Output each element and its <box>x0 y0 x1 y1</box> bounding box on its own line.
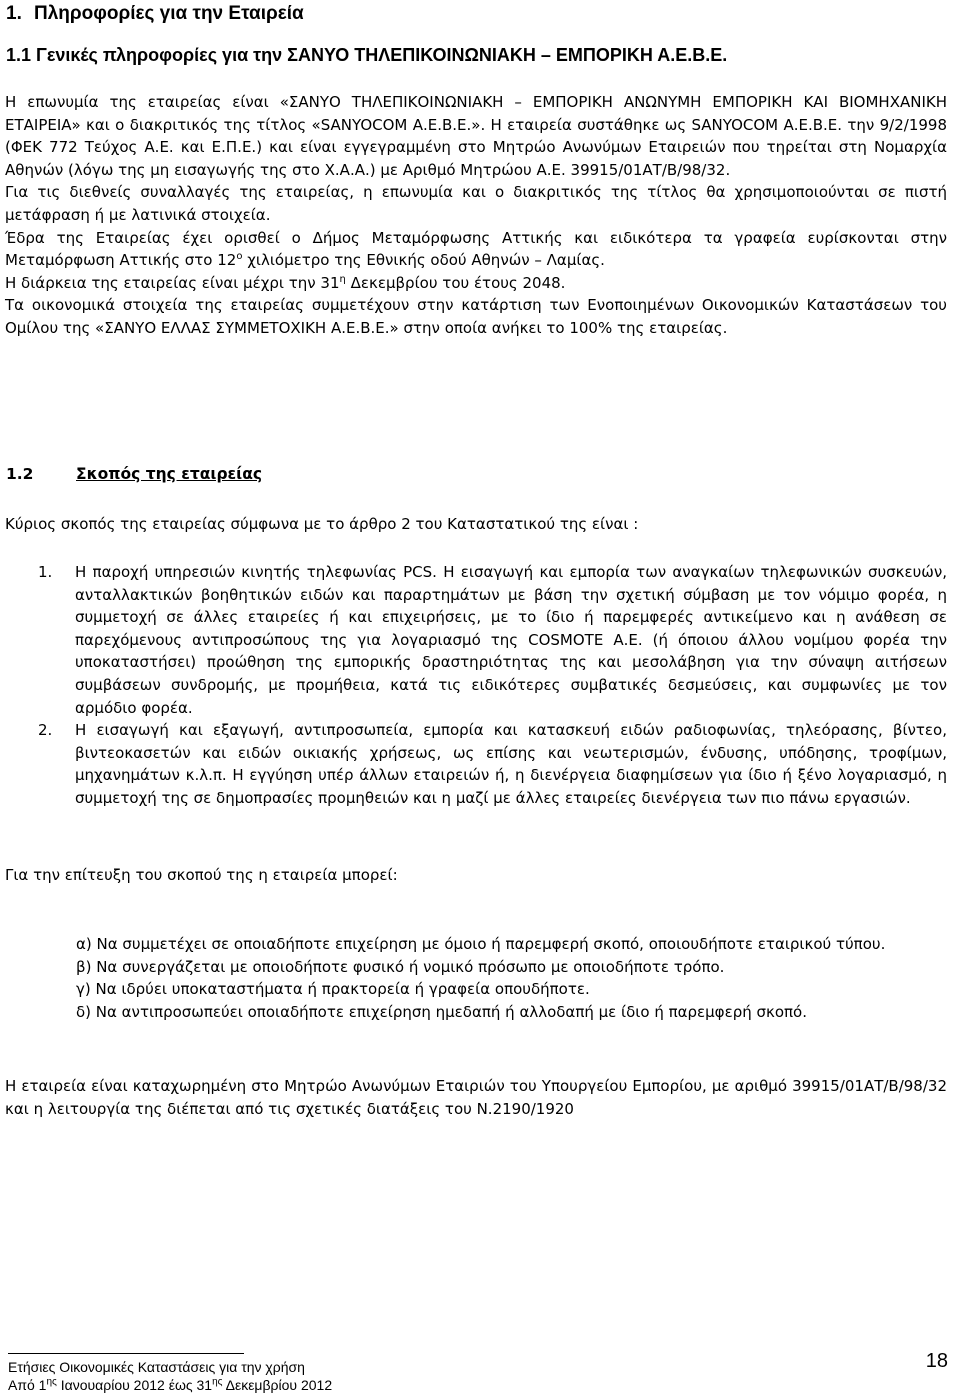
section-title: Γενικές πληροφορίες για την ΣΑΝΥΟ ΤΗΛΕΠΙΚΟΙΝΩΝΙΑΚΗ – ΕΜΠΟΡΙΚΗ Α.Ε.Β.Ε. <box>36 45 728 65</box>
section-title: Σκοπός της εταιρείας <box>76 465 263 483</box>
list-marker: 2. <box>38 721 53 740</box>
paragraph-international-name: Για τις διεθνείς συναλλαγές της εταιρείας, η επωνυμία και ο διακριτικός της τίτλος θα χρησιμοποιούνται σε πιστή μετάφραση ή με λατινικά στοιχεία. <box>5 183 947 224</box>
list-item: β) Να συνεργάζεται με οποιοδήποτε φυσικό ή νομικό πρόσωπο με οποιοδήποτε τρόπο. <box>76 957 725 976</box>
registration-paragraph: Η εταιρεία είναι καταχωρημένη στο Μητρώο Ανωνύμων Εταιριών του Υπουργείου Εμπορίου, με αριθμό 39915/01ΑΤ/Β/98/32 και η λειτουργία της διέπεται από τις σχετικές διατάξεις του Ν.2190/1920 <box>5 1077 947 1118</box>
list-item: γ) Να ιδρύει υποκαταστήματα ή πρακτορεία ή γραφεία οπουδήποτε. <box>76 980 590 999</box>
list-item: α) Να συμμετέχει σε οποιαδήποτε επιχείρηση με όμοιο ή παρεμφερή σκοπό, οποιουδήποτε εταιρικού τύπου. <box>76 935 886 953</box>
section-1-heading <box>6 3 304 25</box>
section-title: Πληροφορίες για την Εταιρεία <box>34 3 304 24</box>
paragraph-consolidation: Τα οικονομικά στοιχεία της εταιρείας συμμετέχουν στην κατάρτιση των Ενοποιημένων Οικονομικών Καταστάσεων του Ομίλου της «ΣΑΝΥΟ ΕΛΛΑΣ ΣΥΜΜΕΤΟΧΙΚΗ Α.Ε.Β.Ε.» στην οποία ανήκει το 100% της εταιρείας. <box>5 296 947 337</box>
purpose-list <box>5 561 947 810</box>
section-number: 1.2 <box>6 465 34 483</box>
list-marker: 1. <box>38 563 53 581</box>
section-1-1-heading <box>6 45 727 66</box>
paragraph-company-name: Η επωνυμία της εταιρείας είναι «ΣΑΝΥΟ ΤΗΛΕΠΙΚΟΙΝΩΝΙΑΚΗ – ΕΜΠΟΡΙΚΗ ΑΝΩΝΥΜΗ ΕΜΠΟΡΙΚΗ ΚΑΙ ΒΙΟΜΗΧΑΝΙΚΗ ΕΤΑΙΡΕΙΑ» και ο διακριτικός της τίτλος «SANYOCOM Α.Ε.Β.Ε.». Η εταιρεία συστάθηκε ως SANYOCOM Α.Ε.Β.Ε. την 9/2/1998 (ΦΕΚ 772 Τεύχος Α.Ε. και Ε.Π.Ε.) και είναι εγγεγραμμένη στο Μητρώο Ανωνύμων Εταιρειών που τηρείται στη Νομαρχία Αθηνών (λόγω της μη εισαγωγής της στο Χ.Α.Α.) με Αριθμό Μητρώου Α.Ε. 39915/01ΑΤ/Β/98/32. <box>5 93 947 179</box>
footer-period: Από $1^{\eta\varsigma}$ Ιανουαρίου 2012 έως $31^{\eta\varsigma}$ Δεκεμβρίου 2012 <box>8 1376 333 1393</box>
footer-title: Ετήσιες Οικονομικές Καταστάσεις για την χρήση <box>8 1359 305 1375</box>
purpose-intro: Κύριος σκοπός της εταιρείας σύμφωνα με το άρθρο 2 του Καταστατικού της είναι : <box>5 515 639 533</box>
list-item-text: Η εισαγωγή και εξαγωγή, αντιπροσωπεία, εμπορία και κατασκευή ειδών ραδιοφωνίας, τηλεόρασης, βίντεο, βιντεοκασετών και ειδών οικιακής χρήσεως, ως επίσης και νεωτερισμών, ένδυσης, υπόδησης, τροφίμων, μηχανημάτων κ.λ.π. Η εγγύηση υπέρ άλλων εταιρειών ή, η διενέργεια διαφημίσεων για ίδιο ή ξένο λογαριασμό, η συμμετοχή της σε δημοπρασίες προμηθειών και η μαζί με άλλες εταιρείες διενέργεια των πιο πάνω εργασιών. <box>75 721 947 807</box>
means-intro: Για την επίτευξη του σκοπού της η εταιρεία μπορεί: <box>5 866 398 884</box>
section-number: 1. <box>6 3 22 24</box>
section-1-2-heading <box>6 465 262 483</box>
paragraph-duration: Η διάρκεια της εταιρείας είναι μέχρι την $31^\eta$ Δεκεμβρίου του έτους 2048. <box>5 273 566 292</box>
list-item: δ) Να αντιπροσωπεύει οποιαδήποτε επιχείρηση ημεδαπή ή αλλοδαπή με ίδιο ή παρεμφερή σκοπό. <box>76 1002 807 1021</box>
section-number: 1.1 <box>6 45 32 65</box>
footer-divider <box>8 1353 244 1354</box>
list-item-text: Η παροχή υπηρεσιών κινητής τηλεφωνίας PCS. Η εισαγωγή και εμπορία των αναγκαίων τηλεφωνικών συσκευών, ανταλλακτικών βοηθητικών ειδών και παραρτημάτων με βάση την σχετική σύμβαση με τον νόμιμο φορέα, η συμμετοχή σε άλλες εταιρείες ή και επιχειρήσεις, με το ίδιο ή παρεμφερές αντικείμενο και η ανάθεση σε παρεχόμενους αντιπροσώπους της για λογαριασμό της COSMOTE Α.Ε. (ή όποιου άλλου νομίμου φορέα την υποκαταστήσει) προώθηση της εμπορικής δραστηριότητας της και μεσολάβηση για την σύναψη αιτήσεων συμβάσεων συνδρομής, με προμήθεια, κατά τις ειδικότερες συμβατικές δεσμεύσεις, και συμφωνίες με τον αρμόδιο φορέα. <box>75 563 947 717</box>
list-item <box>5 561 947 719</box>
page-number: 18 <box>925 1350 948 1372</box>
list-item <box>5 719 947 809</box>
means-list <box>76 933 947 1023</box>
general-info-body <box>5 91 947 340</box>
paragraph-headquarters: Έδρα της Εταιρείας έχει ορισθεί ο Δήμος Μεταμόρφωσης Αττικής και ειδικότερα τα γραφεία ευρίσκονται στην Μεταμόρφωση Αττικής στο $12^o$ χιλιόμετρο της Εθνικής οδού Αθηνών – Λαμίας. <box>5 228 947 270</box>
